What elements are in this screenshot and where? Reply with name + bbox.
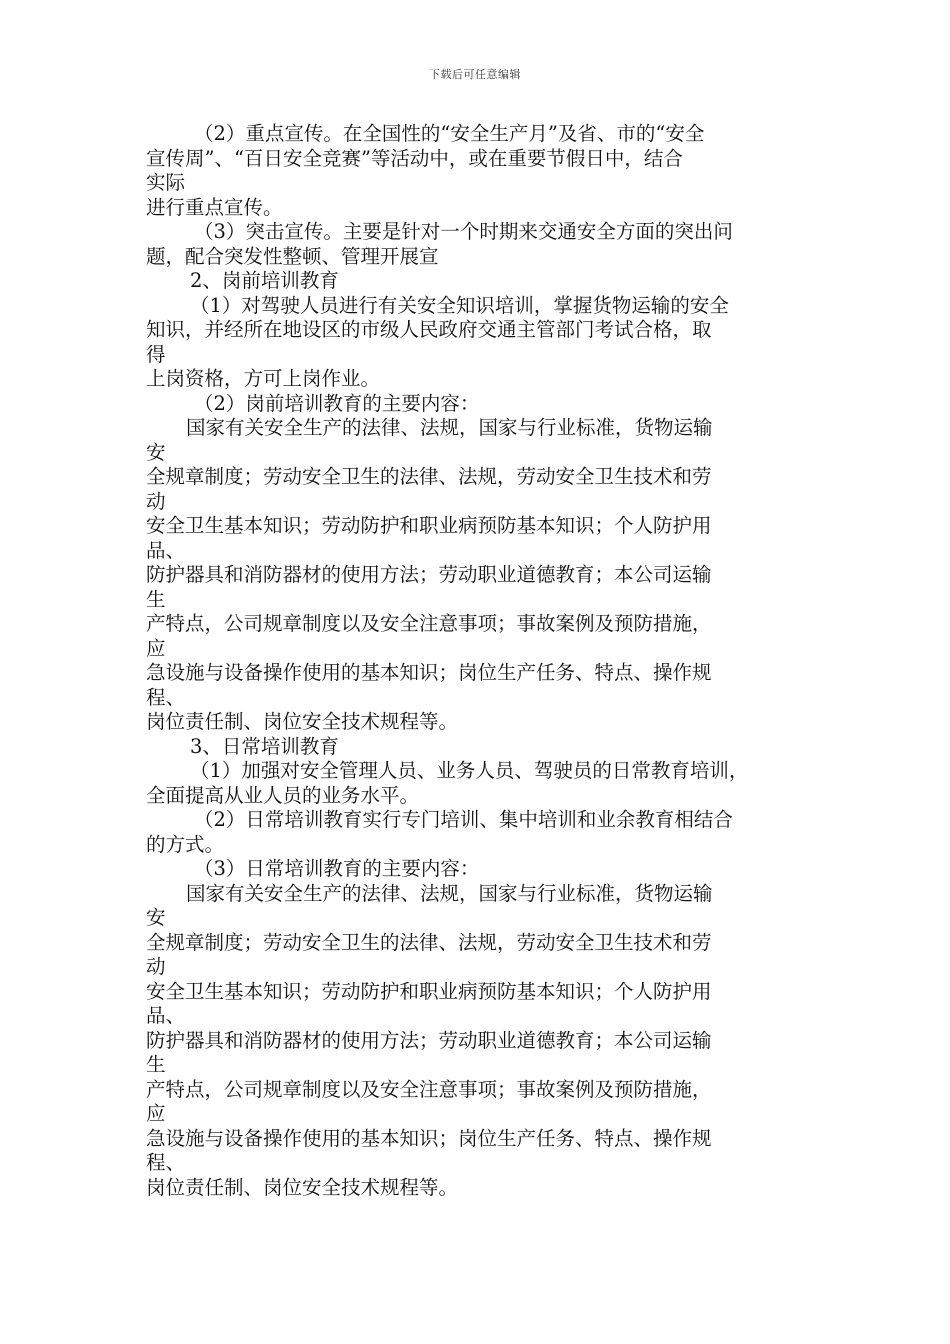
text-line: 全面提高从业人员的业务水平。 xyxy=(146,783,420,807)
text-line: 知识，并经所在地设区的市级人民政府交通主管部门考试合格，取 xyxy=(146,318,712,341)
text-line: 得 xyxy=(146,342,166,366)
text-line: （2）岗前培训教育的主要内容： xyxy=(194,391,480,415)
text-line: 程、 xyxy=(146,1151,186,1174)
text-line: 国家有关安全生产的法律、法规，国家与行业标准，货物运输 xyxy=(186,416,713,439)
text-line: 3、日常培训教育 xyxy=(190,734,339,758)
text-line: 安 xyxy=(146,906,166,929)
text-line: （2）日常培训教育实行专门培训、集中培训和业余教育相结合 xyxy=(194,808,733,831)
text-line: 岗位责任制、岗位安全技术规程等。 xyxy=(146,710,459,733)
text-line: 宣传周”、“百日安全竞赛”等活动中，或在重要节假日中，结合 xyxy=(146,146,683,170)
text-line: 2、岗前培训教育 xyxy=(190,269,339,292)
text-line: 应 xyxy=(146,1102,166,1125)
text-line: 品、 xyxy=(146,1004,186,1027)
text-line: （3）突击宣传。主要是针对一个时期来交通安全方面的突出问 xyxy=(194,220,733,243)
text-line: 程、 xyxy=(146,685,186,709)
text-line: 急设施与设备操作使用的基本知识；岗位生产任务、特点、操作规 xyxy=(146,1126,712,1150)
text-line: 全规章制度；劳动安全卫生的法律、法规，劳动安全卫生技术和劳 xyxy=(146,930,712,954)
text-line: 安全卫生基本知识；劳动防护和职业病预防基本知识；个人防护用 xyxy=(146,514,712,537)
text-line: 品、 xyxy=(146,538,186,562)
text-line: 的方式。 xyxy=(146,832,225,856)
text-line: （3）日常培训教育的主要内容： xyxy=(194,857,480,880)
text-line: 进行重点宣传。 xyxy=(146,195,283,219)
page-header-note: 下载后可任意编辑 xyxy=(429,68,521,81)
text-line: 上岗资格，方可上岗作业。 xyxy=(146,367,381,390)
text-line: （1）加强对安全管理人员、业务人员、驾驶员的日常教育培训， xyxy=(190,759,749,782)
text-line: 防护器具和消防器材的使用方法；劳动职业道德教育；本公司运输 xyxy=(146,563,712,586)
text-line: （1）对驾驶人员进行有关安全知识培训，掌握货物运输的安全 xyxy=(190,293,729,317)
text-line: 全规章制度；劳动安全卫生的法律、法规，劳动安全卫生技术和劳 xyxy=(146,465,712,488)
text-line: 产特点，公司规章制度以及安全注意事项；事故案例及预防措施， xyxy=(146,1077,712,1101)
text-line: 急设施与设备操作使用的基本知识；岗位生产任务、特点、操作规 xyxy=(146,661,712,684)
text-line: 国家有关安全生产的法律、法规，国家与行业标准，货物运输 xyxy=(186,881,713,905)
text-line: 生 xyxy=(146,587,166,611)
text-line: 动 xyxy=(146,489,166,513)
text-line: （2）重点宣传。在全国性的“安全生产月”及省、市的“安全 xyxy=(194,122,705,145)
document-body xyxy=(146,122,816,1200)
text-line: 应 xyxy=(146,636,166,660)
text-line: 岗位责任制、岗位安全技术规程等。 xyxy=(146,1175,459,1199)
text-line: 生 xyxy=(146,1053,166,1076)
text-line: 安全卫生基本知识；劳动防护和职业病预防基本知识；个人防护用 xyxy=(146,979,712,1003)
text-line: 产特点，公司规章制度以及安全注意事项；事故案例及预防措施， xyxy=(146,612,712,635)
text-line: 题，配合突发性整顿、管理开展宣 xyxy=(146,244,439,268)
text-line: 防护器具和消防器材的使用方法；劳动职业道德教育；本公司运输 xyxy=(146,1028,712,1052)
text-line: 实际 xyxy=(146,171,186,194)
text-line: 动 xyxy=(146,955,166,978)
text-line: 安 xyxy=(146,440,166,464)
